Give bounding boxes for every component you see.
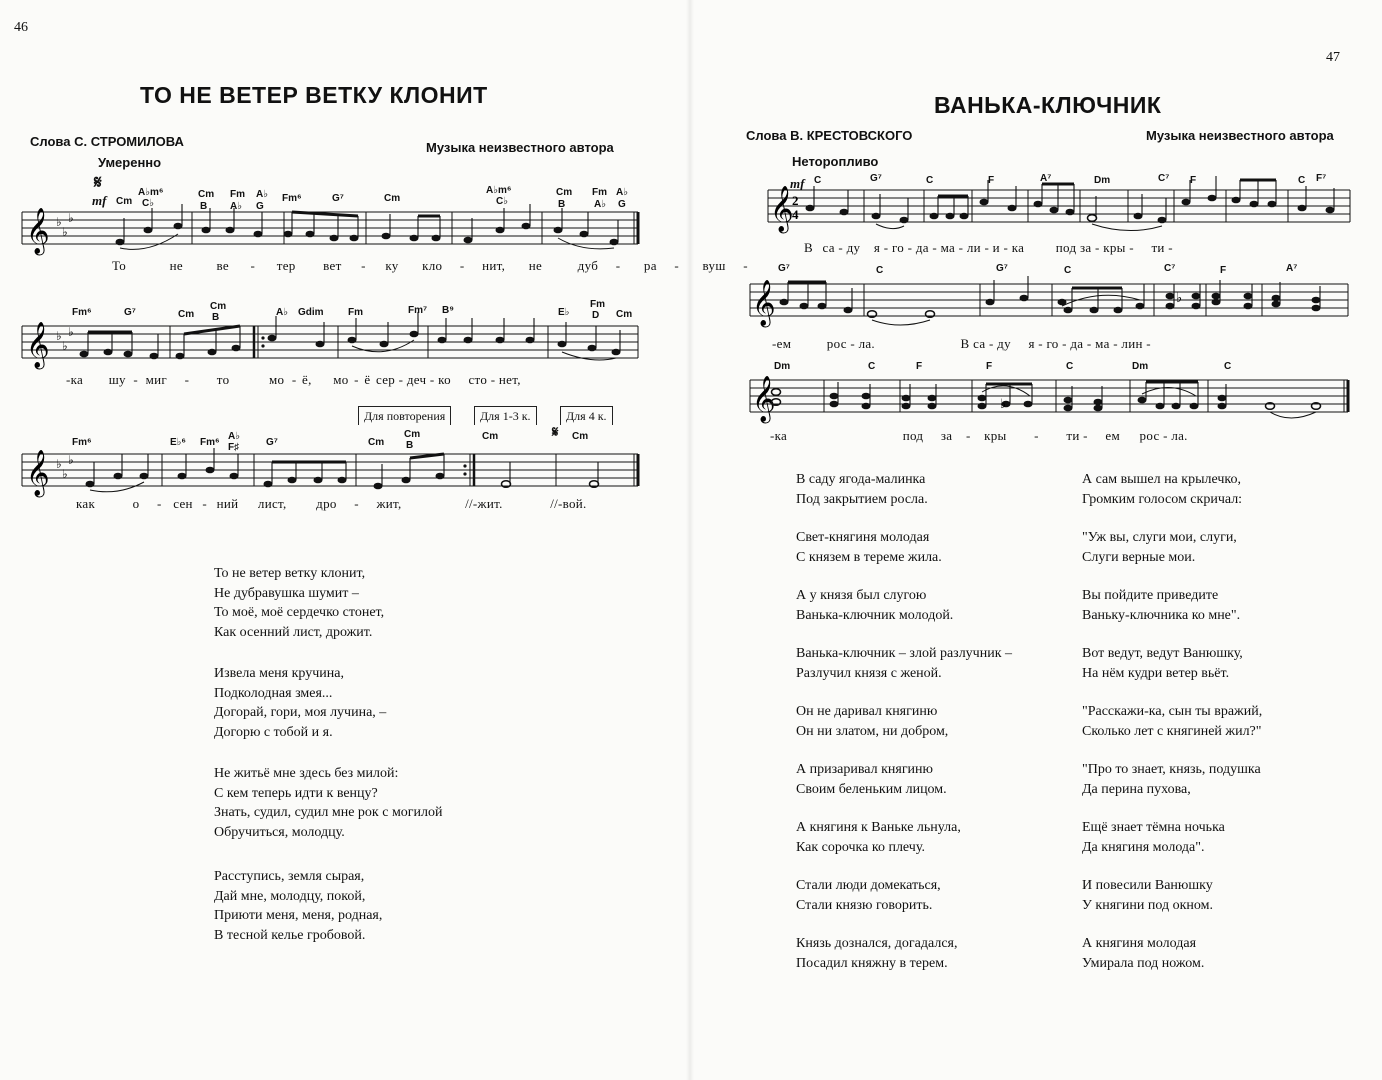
chord: A♭: [228, 431, 240, 442]
syllable: -: [838, 240, 844, 255]
chord: Fm: [592, 187, 607, 198]
lyrics-line-2: [772, 336, 1151, 352]
syllable: са: [973, 336, 986, 351]
page-number: 47: [1326, 50, 1340, 65]
chord: C: [814, 175, 822, 186]
svg-text:♭: ♭: [62, 467, 68, 481]
verse-line: То не ветер ветку клонит,: [214, 566, 366, 581]
syllable: за: [940, 428, 953, 443]
syllable: ду: [846, 240, 861, 255]
chord: Cm: [572, 431, 589, 442]
words-credit: Слова С. СТРОМИЛОВА: [30, 134, 184, 149]
verse-line: Да перина пухова,: [1082, 781, 1191, 797]
syllable: ра: [643, 258, 657, 273]
verse-line: Не дубравушка шумит –: [214, 585, 359, 601]
chord: A♭: [616, 187, 628, 198]
syllable: ку: [385, 258, 399, 273]
chord: Dm: [1132, 361, 1149, 372]
chord: Cm: [178, 309, 195, 320]
music-staff-2: [750, 280, 1350, 328]
stanza: [214, 664, 386, 742]
syllable: вуш: [702, 258, 726, 273]
svg-text:♭: ♭: [56, 329, 62, 343]
stanza: [1082, 528, 1237, 567]
syllable: са: [822, 240, 835, 255]
verse-line: Разлучил князя с женой.: [796, 665, 942, 681]
chord: C: [1224, 361, 1232, 372]
chord: Cm: [616, 309, 633, 320]
chord: C: [1066, 361, 1074, 372]
syllable: -ем: [772, 336, 792, 351]
syllable: го: [1046, 336, 1059, 351]
chord: F♯: [228, 442, 240, 453]
chord: G⁷: [778, 263, 790, 274]
svg-text:♭: ♭: [62, 225, 68, 239]
verse-line: У княгини под окном.: [1082, 897, 1213, 913]
verse-line: Ещё знает тёмна ночька: [1082, 820, 1225, 835]
svg-text:♭: ♭: [1000, 396, 1007, 411]
syllable: -: [202, 496, 208, 511]
chord: A♭: [256, 189, 268, 200]
syllable: -: [1062, 336, 1067, 351]
syllable: -: [850, 336, 855, 351]
song-title: ТО НЕ ВЕТЕР ВЕТКУ КЛОНИТ: [140, 82, 488, 108]
stanza: [796, 934, 958, 973]
verse-line: Дай мне, молодцу, покой,: [214, 888, 366, 904]
svg-text:♭: ♭: [56, 215, 62, 229]
svg-text:𝄞: 𝄞: [26, 322, 50, 368]
chord: C⁷: [1164, 263, 1176, 274]
chord: C: [876, 265, 884, 276]
svg-text:♭: ♭: [68, 325, 74, 339]
syllable: лин: [1121, 336, 1143, 351]
syllable: то: [216, 372, 230, 387]
verse-line: Да княгиня молода".: [1082, 839, 1205, 855]
music-credit: Музыка неизвестного автора: [1146, 128, 1334, 143]
dynamic-marking: mf: [790, 176, 805, 191]
stanza: [796, 818, 961, 857]
syllable: -: [354, 372, 359, 387]
chord: Fm⁶: [200, 437, 220, 448]
syllable: мо: [333, 372, 349, 387]
syllable: я: [1028, 336, 1035, 351]
syllable: я: [873, 240, 881, 255]
syllable: кло: [422, 258, 443, 273]
syllable: мо: [268, 372, 285, 387]
verse-line: Умирала под ножом.: [1082, 955, 1205, 971]
syllable: ду: [997, 336, 1011, 351]
syllable: -: [1163, 428, 1168, 443]
chord: G: [618, 199, 626, 210]
syllable: сен: [173, 496, 193, 511]
chord: Gdim: [298, 307, 324, 318]
syllable: дро: [316, 496, 337, 511]
verse-line: Свет-княгиня молодая: [796, 530, 930, 545]
syllable: ний: [216, 496, 239, 511]
syllable: -: [1113, 336, 1118, 351]
syllable: го: [891, 240, 905, 255]
syllable: ё,: [302, 372, 312, 387]
verse-line: Ванька-ключник молодой.: [796, 607, 954, 623]
chord: C⁷: [1158, 173, 1170, 184]
chord: C: [868, 361, 876, 372]
syllable: -: [459, 258, 465, 273]
syllable: -: [490, 372, 496, 387]
chord: C: [1298, 175, 1306, 186]
syllable: тер: [276, 258, 296, 273]
syllable: -: [984, 240, 990, 255]
svg-text:𝄞: 𝄞: [770, 186, 794, 232]
syllable: да: [915, 240, 929, 255]
verse-line: А призаривал княгиню: [796, 762, 933, 777]
stanza: [214, 867, 382, 945]
syllable: нит,: [482, 258, 506, 273]
chord: B: [406, 440, 414, 451]
syllable: -: [429, 372, 435, 387]
syllable: -: [1129, 240, 1134, 255]
verse-line: Ваньку-ключника ко мне".: [1082, 607, 1241, 623]
syllable: -: [157, 496, 162, 511]
svg-text:♭: ♭: [56, 457, 62, 471]
syllable: за: [1079, 240, 1092, 255]
syllable: -: [965, 428, 971, 443]
chord: B: [558, 199, 566, 210]
syllable: -: [1003, 240, 1009, 255]
svg-text:4: 4: [792, 207, 799, 222]
song-title: ВАНЬКА-КЛЮЧНИК: [934, 92, 1162, 118]
segno-sign: 𝄋: [94, 172, 102, 192]
syllable: ти: [1151, 240, 1165, 255]
syllable: -: [291, 372, 297, 387]
verse-line: Посадил княжну в терем.: [796, 955, 948, 971]
svg-text:♭: ♭: [68, 211, 74, 225]
verse-line: Не житьё мне здесь без милой:: [214, 766, 399, 781]
stanza: [1082, 470, 1242, 509]
verse-line: А княгиня к Ваньке льнула,: [796, 820, 961, 835]
verse-line: Он не даривал княгиню: [796, 704, 938, 719]
syllable: сто: [468, 372, 488, 387]
verse-line: Догорай, гори, моя лучина, –: [214, 705, 387, 720]
syllable: ти: [1066, 428, 1080, 443]
syllable: -: [1034, 428, 1039, 443]
stanza: [796, 586, 953, 625]
stanza: [214, 564, 384, 642]
chord: Cm: [368, 437, 385, 448]
svg-text:♭: ♭: [1176, 290, 1183, 305]
syllable: рос: [826, 336, 847, 351]
syllable: дуб: [577, 258, 599, 273]
stanza: [1082, 818, 1225, 857]
verse-line: Он ни златом, ни добром,: [796, 723, 949, 739]
stanza: [796, 702, 948, 741]
words-credit: Слова В. КРЕСТОВСКОГО: [746, 128, 913, 143]
syllable: //-жит.: [465, 496, 503, 511]
chord: B⁹: [442, 305, 454, 316]
chord: B: [212, 312, 220, 323]
verse-line: "Про то знает, князь, подушка: [1082, 762, 1261, 777]
verse-line: Приюти меня, меня, родная,: [214, 908, 383, 923]
chord: G⁷: [332, 193, 344, 204]
chord: Fm⁶: [282, 193, 302, 204]
verse-line: Расступись, земля сырая,: [214, 869, 365, 884]
chord: A♭m⁶: [486, 185, 512, 196]
syllable: шу: [108, 372, 126, 387]
verse-line: Сколько лет с княгиней жил?": [1082, 723, 1262, 739]
chord: Cm: [198, 189, 215, 200]
syllable: -: [1146, 336, 1151, 351]
syllable: кры: [1103, 240, 1126, 255]
verse-line: А у князя был слугою: [796, 588, 927, 603]
syllable: под: [1055, 240, 1077, 255]
chord: F⁷: [1316, 173, 1327, 184]
stanza: [1082, 586, 1240, 625]
right-page: [690, 0, 1382, 1080]
lyrics-line-3: [770, 428, 1188, 444]
syllable: не: [528, 258, 543, 273]
chord: A⁷: [1040, 173, 1052, 184]
syllable: -: [615, 258, 621, 273]
syllable: и: [992, 240, 1000, 255]
syllable: миг: [145, 372, 167, 387]
syllable: -: [133, 372, 139, 387]
syllable: лист,: [257, 496, 287, 511]
syllable: //-вой.: [550, 496, 587, 511]
svg-text:𝄞: 𝄞: [752, 280, 776, 326]
chord: F: [988, 175, 995, 186]
chord: G⁷: [996, 263, 1008, 274]
syllable: -: [1095, 240, 1100, 255]
verse-line: Догорю с тобой и я.: [214, 724, 333, 740]
syllable: -: [743, 258, 748, 273]
syllable: -: [184, 372, 190, 387]
verse-line: "Расскажи-ка, сын ты вражий,: [1082, 704, 1263, 719]
chord: G⁷: [870, 173, 882, 184]
chord: Fm⁷: [408, 305, 428, 316]
chord: Dm: [774, 361, 791, 372]
chord: Fm: [590, 299, 605, 310]
syllable: ве: [216, 258, 229, 273]
syllable: То: [112, 258, 127, 273]
tempo-marking: Неторопливо: [792, 154, 879, 169]
tempo-marking: Умеренно: [98, 155, 162, 170]
verse-line: Как осенний лист, дрожит.: [214, 624, 373, 640]
stanza: [1082, 644, 1243, 683]
verse-line: Стали люди домекаться,: [796, 878, 941, 893]
chord: Cm: [404, 429, 421, 440]
chord: Cm: [210, 301, 227, 312]
chord: A♭: [230, 201, 242, 212]
stanza: [796, 876, 941, 915]
music-staff-1: [768, 186, 1352, 234]
chord: Fm: [348, 307, 363, 318]
chord: A♭: [594, 199, 606, 210]
chord: C: [1064, 265, 1072, 276]
syllable: ла.: [858, 336, 875, 351]
verse-line: Обручиться, молодцу.: [214, 824, 345, 840]
chord: A♭: [276, 307, 288, 318]
syllable: о: [132, 496, 140, 511]
stanza: [1082, 760, 1261, 799]
volta-repeat-label: Для повторения: [358, 406, 451, 425]
chord: Fm: [230, 189, 245, 200]
chord: F: [1220, 265, 1227, 276]
syllable: -: [988, 336, 994, 351]
verse-line: То моё, моё сердечко стонет,: [214, 605, 385, 620]
syllable: жит,: [376, 496, 402, 511]
stanza: [796, 470, 928, 509]
stanza: [1082, 702, 1262, 741]
verse-line: В тесной келье гробовой.: [214, 927, 366, 943]
syllable: как: [76, 496, 96, 511]
syllable: под: [902, 428, 924, 443]
verse-line: А сам вышел на крылечко,: [1082, 472, 1241, 487]
verse-line: Громким голосом скричал:: [1082, 491, 1243, 507]
svg-text:2: 2: [792, 193, 799, 208]
verse-line: С кем теперь идти к венцу?: [214, 785, 378, 801]
chord: A♭m⁶: [138, 187, 164, 198]
verse-line: Стали князю говорить.: [796, 897, 933, 913]
syllable: -: [1038, 336, 1043, 351]
syllable: -: [932, 240, 938, 255]
chord: Fm⁶: [72, 437, 92, 448]
syllable: ла.: [1171, 428, 1188, 443]
syllable: ем: [1105, 428, 1120, 443]
page-number: 46: [14, 20, 28, 35]
verse-line: Знать, судил, судил мне рок с могилой: [214, 805, 443, 820]
verse-line: В саду ягода-малинка: [796, 472, 926, 487]
stanza: [1082, 934, 1204, 973]
syllable: -ка: [770, 428, 788, 443]
syllable: -: [250, 258, 256, 273]
verse-line: Извела меня кручина,: [214, 666, 344, 681]
chord: Fm⁶: [72, 307, 92, 318]
syllable: -: [883, 240, 889, 255]
syllable: сер: [375, 372, 396, 387]
music-staff-2: [22, 322, 640, 370]
volta-4-label: Для 4 к.: [560, 406, 613, 425]
syllable: ма: [1095, 336, 1110, 351]
svg-text:𝄞: 𝄞: [26, 208, 50, 254]
verse-line: С князем в тереме жила.: [796, 549, 942, 565]
lyrics-line-2: [66, 372, 521, 388]
chord: Cm: [384, 193, 401, 204]
syllable: -: [398, 372, 404, 387]
chord: E♭: [558, 307, 570, 318]
chord: G: [256, 201, 264, 212]
verse-line: Ванька-ключник – злой разлучник –: [796, 646, 1013, 661]
music-credit: Музыка неизвестного автора: [426, 140, 614, 155]
chord: G⁷: [124, 307, 136, 318]
syllable: -: [1086, 336, 1092, 351]
syllable: -: [674, 258, 679, 273]
chord: D: [592, 310, 600, 321]
volta-1-3-label: Для 1-3 к.: [474, 406, 537, 425]
verse-line: Вот ведут, ведут Ванюшку,: [1082, 646, 1243, 661]
chord: Cm: [116, 196, 133, 207]
chord: F: [916, 361, 923, 372]
syllable: -ка: [66, 372, 84, 387]
chord: F: [1190, 175, 1197, 186]
dynamic-marking: mf: [92, 193, 107, 208]
syllable: да: [1070, 336, 1084, 351]
syllable: кры: [984, 428, 1007, 443]
lyrics-line-3: [76, 496, 587, 512]
syllable: -: [361, 258, 366, 273]
svg-text:♭: ♭: [68, 453, 74, 467]
syllable: не: [169, 258, 183, 273]
syllable: -: [958, 240, 964, 255]
stanza: [796, 760, 947, 799]
chord: A⁷: [1286, 263, 1298, 274]
syllable: -: [1083, 428, 1088, 443]
syllable: ё: [364, 372, 371, 387]
verse-line: Подколодная змея...: [214, 685, 333, 701]
chord: Cm: [482, 431, 499, 442]
syllable: В: [804, 240, 813, 255]
svg-text:𝄞: 𝄞: [752, 376, 776, 422]
verse-line: Своим беленьким лицом.: [796, 781, 947, 797]
syllable: вет: [323, 258, 342, 273]
syllable: деч: [406, 372, 427, 387]
verse-line: На нём кудри ветер вьёт.: [1082, 665, 1230, 681]
syllable: ка: [1011, 240, 1025, 255]
verse-line: "Уж вы, слуги мои, слуги,: [1082, 530, 1237, 545]
verse-line: Слуги верные мои.: [1082, 549, 1196, 565]
stanza: [796, 528, 942, 567]
chord: F: [986, 361, 993, 372]
chord: C♭: [142, 198, 154, 209]
svg-text:𝄞: 𝄞: [26, 450, 50, 496]
verse-line: А княгиня молодая: [1082, 936, 1197, 951]
stanza: [1082, 876, 1213, 915]
syllable: -: [1168, 240, 1173, 255]
svg-text:♭: ♭: [62, 339, 68, 353]
chord: E♭⁶: [170, 437, 186, 448]
syllable: ли: [966, 240, 981, 255]
segno-sign-end: 𝄋: [552, 425, 559, 441]
chord: Cm: [556, 187, 573, 198]
syllable: В: [960, 336, 970, 351]
syllable: -: [907, 240, 913, 255]
syllable: нет,: [498, 372, 521, 387]
syllable: рос: [1139, 428, 1160, 443]
verse-line: Как сорочка ко плечу.: [796, 839, 925, 855]
chord: B: [200, 201, 208, 212]
lyrics-line-1: [112, 258, 748, 274]
chord: C♭: [496, 196, 508, 207]
chord: Dm: [1094, 175, 1111, 186]
music-staff-1: [22, 208, 640, 256]
verse-line: Вы пойдите приведите: [1082, 588, 1219, 603]
music-staff-3: [22, 450, 640, 498]
verse-line: Под закрытием росла.: [796, 491, 928, 507]
chord: G⁷: [266, 437, 278, 448]
lyrics-line-1: [804, 240, 1173, 256]
verse-line: Князь дознался, догадался,: [796, 936, 958, 951]
verse-line: И повесили Ванюшку: [1082, 878, 1213, 893]
stanza: [214, 764, 443, 842]
syllable: ко: [438, 372, 451, 387]
music-staff-3: [750, 376, 1350, 424]
stanza: [796, 644, 1012, 683]
syllable: -: [354, 496, 359, 511]
chord: C: [926, 175, 934, 186]
syllable: ма: [940, 240, 956, 255]
